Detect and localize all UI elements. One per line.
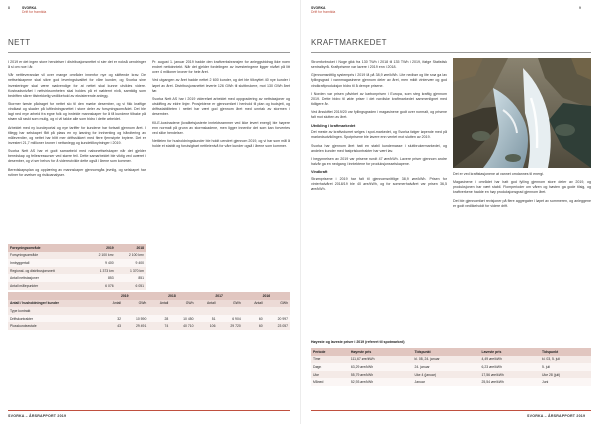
table-cell <box>101 307 123 315</box>
table-cell: Januar <box>413 378 480 386</box>
paragraph: I begynnelsen av 2019 var prisene rundt 47 øre/kWh. Lavere priser gjennom andre halvår ga en nedgang i inntektene for produksjonsselskapene. <box>311 157 447 167</box>
brand-subtitle: Drift for framtida <box>311 10 336 14</box>
table-header-cell: Forsyningsområde <box>8 244 85 252</box>
table-cell: 24. januar <box>413 363 480 371</box>
table-cell: 851 <box>116 274 146 282</box>
contracts-table <box>8 292 290 330</box>
table-row <box>8 259 146 267</box>
paragraph: Strømprisene i 2019 har falt til gjennomsnittlige 38,9 øre/kWh. Prisen for vinterhalvåret 2018/19 ble 40 øre/kWh, og for sommerhalvåret var prisen 36,5 øre/kWh. <box>311 177 447 192</box>
table-row <box>8 307 290 315</box>
table-cell: 51 <box>196 315 218 323</box>
table-cell: Regional- og distribusjonsnett <box>8 267 85 275</box>
table-cell <box>148 307 170 315</box>
table-cell: 1 370 km <box>116 267 146 275</box>
table-cell: 20 997 <box>265 315 290 323</box>
table-cell: Forsyningsområde <box>8 252 85 260</box>
price-table-caption: Høyeste og laveste priser i 2019 (referert til spotmarked) <box>311 340 405 344</box>
table-cell: 74 <box>148 322 170 330</box>
table-cell: 60 <box>243 315 265 323</box>
table-cell: 10 450 <box>170 315 195 323</box>
paragraph: Nettleien for husholdningskunder ble holdt uendret gjennom 2019, og vi har som mål å holde et stabilt og forutsigbart nettleienivå for våre kunder også i årene som kommer. <box>152 138 290 149</box>
table-cell: kl. 08, 24. januar <box>413 356 480 364</box>
table-header-cell: 2017 <box>196 292 243 300</box>
table-header-row <box>8 244 146 252</box>
table-row <box>8 267 146 275</box>
table-cell: 60 <box>243 322 265 330</box>
table-header-cell: Høyeste pris <box>349 348 413 356</box>
table-header-cell: GWh <box>265 300 290 308</box>
table-cell: 6 904 <box>217 315 242 323</box>
table-row <box>311 356 591 364</box>
right-page <box>300 0 600 424</box>
table-cell <box>170 307 195 315</box>
page-number: 9 <box>579 6 581 10</box>
table-cell: 10 590 <box>123 315 148 323</box>
table-cell: Uke <box>311 371 349 379</box>
table-header-cell: Antall <box>101 300 123 308</box>
left-column-2 <box>152 60 290 152</box>
river-photo-image <box>453 58 591 168</box>
table-row <box>8 315 290 323</box>
table-header-cell: Antall <box>196 300 218 308</box>
table-row <box>8 274 146 282</box>
table-cell: 5. juli <box>540 363 591 371</box>
table-cell <box>123 307 148 315</box>
table-cell: Døgn <box>311 363 349 371</box>
table-cell: Antall målepunkter <box>8 282 85 290</box>
table-cell: 111,67 øre/kWh <box>349 356 413 364</box>
table-cell: 2 100 km² <box>85 252 115 260</box>
right-column-2 <box>453 172 591 212</box>
paragraph: Svorka har gjennom året hatt en stabil kundemasse i sluttbrukermarkedet, og andelen kunder med fastpriskontrakter har vært lav. <box>311 143 447 153</box>
table-cell: Innbyggertall <box>8 259 85 267</box>
key-figures-table <box>8 244 146 290</box>
table-header-cell: GWh <box>217 300 242 308</box>
section-title: KRAFTMARKEDET <box>311 38 387 47</box>
table-cell: Juni <box>540 378 591 386</box>
paragraph: Det ble gjennomført revisjoner på flere aggregater i løpet av sommeren, og anleggene er godt vedlikeholdt for videre drift. <box>453 198 591 208</box>
table-header-row <box>8 300 290 308</box>
table-cell: 25,54 øre/kWh <box>480 378 541 386</box>
table-cell <box>243 307 265 315</box>
paragraph: Magasinene i området har hatt god fylling gjennom store deler av 2019, og produksjonen har vært stabil. Flomperioder om våren og høsten ga gode tilsig, og kraftverkene hadde en høy produksjonsgrad gjennom året. <box>453 180 591 195</box>
table-row <box>8 322 290 330</box>
table-header-cell: 2018 <box>116 244 146 252</box>
footer-text: SVORKA – ÅRSRAPPORT 2019 <box>8 414 67 418</box>
table-cell: 6 051 <box>116 282 146 290</box>
table-cell: 6 076 <box>85 282 115 290</box>
table-row <box>8 252 146 260</box>
table-cell: 2 100 km² <box>116 252 146 260</box>
table-header-cell: Antall / husholdninger/ kunder <box>8 300 101 308</box>
paragraph: Svorka Nett AS har i 2019 videreført arbeidet med oppgradering av nettstasjoner og utskifting av eldre linjer. Prosjektene er gjennomført i henhold til plan og budsjett, og driftsstabiliteten i nettet har vært god gjennom året med unntak av stormen i desember. <box>152 96 290 117</box>
table-cell: 6,23 øre/kWh <box>480 363 541 371</box>
paragraph: Ved utgangen av året hadde nettet 2 600 kunder, og det ble tilknyttet 40 nye kunder i løpet av året. Distribusjonsnettet leverte 126 GWh til sluttbrukere, mot 130 GWh året før. <box>152 78 290 93</box>
footer-rule <box>8 410 290 411</box>
table-row <box>311 371 591 379</box>
table-cell: Antall nettstasjoner <box>8 274 85 282</box>
table-cell: 52,93 øre/kWh <box>349 378 413 386</box>
footer-text: SVORKA – ÅRSRAPPORT 2019 <box>527 414 586 418</box>
table-cell: Plusskundeavtale <box>8 322 101 330</box>
table-cell: 63,29 øre/kWh <box>349 363 413 371</box>
section-title: NETT <box>8 38 31 47</box>
table-cell: Måned <box>311 378 349 386</box>
table-cell: Uke 28 (juli) <box>540 371 591 379</box>
table-cell: Time <box>311 356 349 364</box>
table-cell: 28 <box>148 315 170 323</box>
section-rule <box>311 52 591 53</box>
table-cell: 4,49 øre/kWh <box>480 356 541 364</box>
table-row <box>311 378 591 386</box>
table-header-row <box>311 348 591 356</box>
brand-block <box>22 6 46 14</box>
table-cell: 40 710 <box>170 322 195 330</box>
table-cell: 29 720 <box>217 322 242 330</box>
page-number: 8 <box>8 6 10 10</box>
brand-name: SVORKA <box>22 6 37 10</box>
subheading: Utvikling i kraftmarkedet <box>311 123 356 128</box>
table-cell: Driftskontrakter <box>8 315 101 323</box>
paragraph: I 2019 er det ingen store hendelser i distribusjonsnettet vi sier det er nokså uendringer å si om noe i år. <box>8 60 146 70</box>
table-header-cell: Antall <box>243 300 265 308</box>
table-header-cell: Antall <box>148 300 170 308</box>
paragraph: Det meste av kraftvolumet selges i spot-markedet, og Svorka følger løpende med på markedsutviklingen. Spotprisene ble lavere enn ventet mot slutten av 2019. <box>311 130 447 140</box>
brand-name: SVORKA <box>311 6 326 10</box>
table-cell: 32 <box>101 315 123 323</box>
price-table <box>311 348 591 386</box>
table-cell: Type kontrakt <box>8 307 101 315</box>
table-cell: 9 400 <box>116 259 146 267</box>
left-column-1 <box>8 60 146 181</box>
paragraph: Det er ved kraftstasjonene at vannet omdannes til energi. <box>453 172 545 176</box>
table-header-cell: Laveste pris <box>480 348 541 356</box>
table-row <box>8 282 146 290</box>
table-header-cell: 2019 <box>85 244 115 252</box>
subheading: Vindkraft <box>311 170 328 175</box>
brand-block <box>311 6 335 14</box>
footer-rule <box>311 410 591 411</box>
table-header-cell <box>8 292 101 300</box>
table-cell: 55,79 øre/kWh <box>349 371 413 379</box>
table-header-cell: Tidspunkt <box>413 348 480 356</box>
brand-subtitle: Drift for framtida <box>22 10 47 14</box>
table-header-cell: GWh <box>170 300 195 308</box>
table-cell: Uke 4 (januar) <box>413 371 480 379</box>
right-column-1 <box>311 60 447 195</box>
paragraph: Svorka Nett AS har et godt samarbeid med nabonettselskaper når det gjelder beredskap og fellesressurser ved større feil. Dette samarbeidet ble viktig ved uværet i desember, og vi ser behov for å videreutvikle dette også i årene som kommer. <box>8 149 146 164</box>
table-cell: 106 <box>196 322 218 330</box>
table-cell: 1 373 km <box>85 267 115 275</box>
table-header-cell: GWh <box>123 300 148 308</box>
paragraph: Ved årsskiftet 2019/20 var fyllingsgraden i magasinene godt over normalt, og prisene falt mot slutten av året. <box>311 110 447 120</box>
table-cell: 9 400 <box>85 259 115 267</box>
paragraph: I Norden var prisen påvirket av karbonprisen i Europa, som steg kraftig gjennom 2019. Dette bidro til økte priser i det nordiske kraftmarkedet sammenlignet med tidligere år. <box>311 91 447 107</box>
section-rule <box>8 52 290 53</box>
table-header-row <box>8 292 290 300</box>
table-cell <box>265 307 290 315</box>
table-cell: 17,56 øre/kWh <box>480 371 541 379</box>
paragraph: Pr. august 1. januar 2019 hadde den kraftverksbransjen for anleggsbidrag ikke noen endret nettoinntekt. Når det gjelder fordelingen av investeringene ligger nivået på litt over 4 millioner kroner for hele året. <box>152 60 290 75</box>
paragraph: Beredskapsplan og opplæring av mannskaper gjennomgås jevnlig, og selskapet har rutiner for øvelser og risikoanalyser. <box>8 167 146 177</box>
table-cell <box>217 307 242 315</box>
paragraph: Stromforbruket i Noge gikk fra 130 TWh i 2018 til 135 TWh i 2019, ifølge Statistisk sentralbyrå. Kraftprisene var lavere i 2019 enn i 2018. <box>311 60 447 70</box>
table-cell: 853 <box>85 274 115 282</box>
table-cell: 43 <box>101 322 123 330</box>
table-cell: 23 057 <box>265 322 290 330</box>
table-header-cell: 2019 <box>101 292 148 300</box>
table-header-cell: 2016 <box>243 292 290 300</box>
table-row <box>311 363 591 371</box>
table-cell: kl. 03, 5. juli <box>540 356 591 364</box>
river-photo <box>453 58 591 168</box>
paragraph: Vår nettleverandør vil over mange områder innenfor nye og skiftende krav. De nettselskapene skal sikre god leveringskvalitet for våre kunder, og Svorka sine investeringer skal være nødvendige for at nettet skal kunne utvikles videre. Kostnadsnivået i nettvirksomheten skal holdes på et nøkternt nivå, samtidig som bedriften sikrer tilstrekkelig vedlikehold av eksisterende anlegg. <box>8 73 146 98</box>
table-header-cell: Periode <box>311 348 349 356</box>
table-cell: 29 491 <box>123 322 148 330</box>
paragraph: Stormer første pådraget for nettet slo til den mørke desember, og vi fikk kraftige vindkast og skader på luftledningsnettet i store deler av forsyningsområdet. Det ble lagt ned mye arbeid fra egne folk og innleide mannskaper for å få kundene tilbake på strøm så raskt som mulig, og vi vil takke alle som bidro i dette arbeidet. <box>8 102 146 122</box>
table-header-cell: Tidspunkt <box>540 348 591 356</box>
table-header-cell: 2018 <box>148 292 195 300</box>
paragraph: Gjennomsnittlig systempris i 2019 lå på 38,9 øre/kWh. Lite nedbør og lite snø ga lav fyllingsgrad i vannmagasinene gjennom deler av året, men mildt vintervær og god vindkraftproduksjon bidro til å dempe prisene. <box>311 73 447 88</box>
paragraph: KILE-kostnadene (kvalitetsjusterte inntektsrammer ved ikke levert energi) ble høyere enn normalt på grunn av stormskadene, men ligger innenfor det som kan forventes ved slike hendelser. <box>152 120 290 135</box>
paragraph: Arbeidet med ny kundeportal og nye tariffer for kundene har fortsatt gjennom året. I tillegg har selskapet fått på plass en ny løsning for innhenting og håndtering av måleverdier, og nettet har blitt mer driftssikkert med flere fjernstyrte brytere. Det er investert 21,7 millioner kroner i nettanlegg og kundetilknytninger i 2019. <box>8 125 146 145</box>
table-cell <box>196 307 218 315</box>
